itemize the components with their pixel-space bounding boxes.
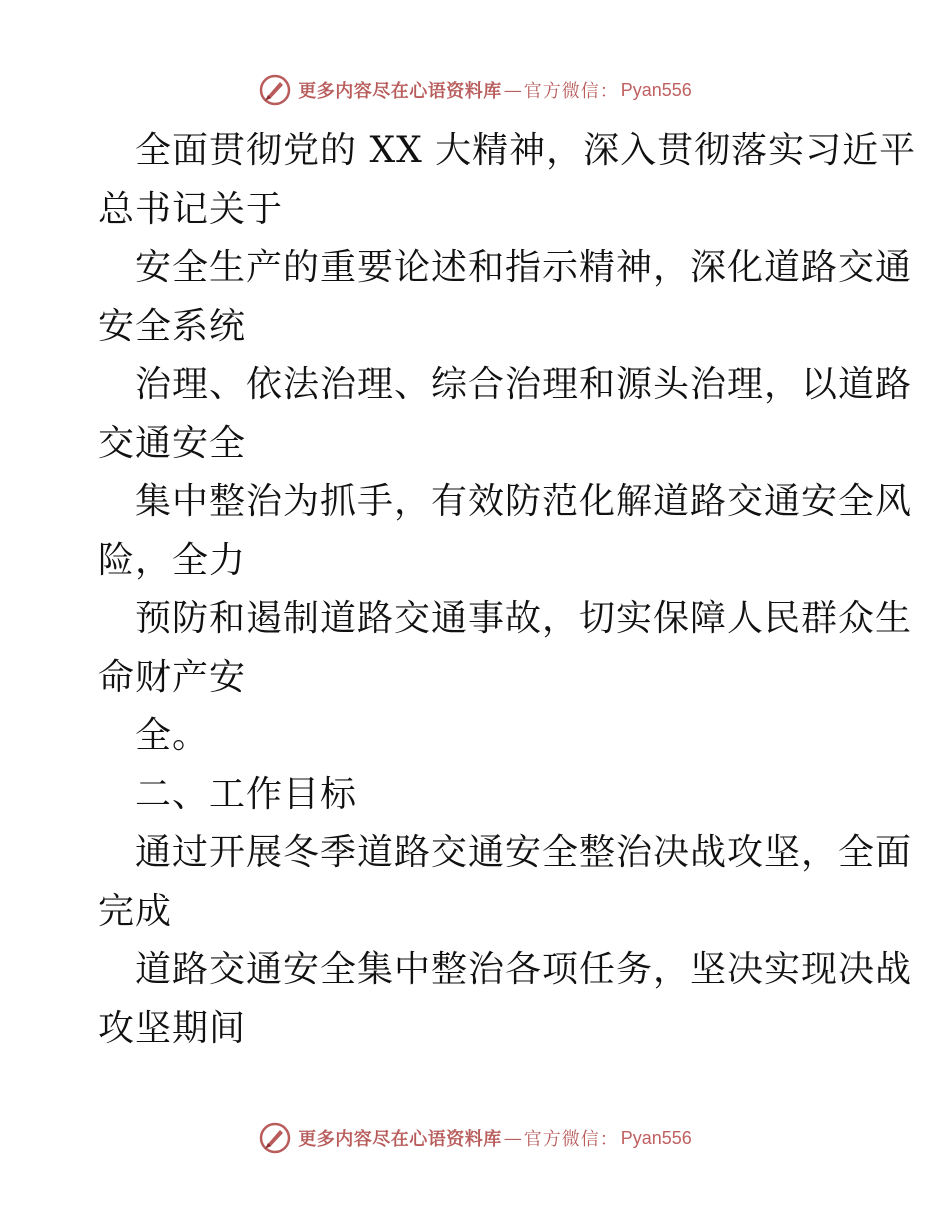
section-heading: 二、工作目标	[135, 773, 358, 815]
text-line: 全面贯彻党的 XX 大精神，深入贯彻落实习近平	[135, 130, 917, 171]
header-wechat-id: Pyan556	[620, 79, 692, 100]
text-line: 集中整治为抓手，有效防范化解道路交通安全风	[135, 481, 913, 522]
header-banner	[0, 70, 950, 110]
header-wechat-label: 官方微信：	[523, 81, 619, 102]
footer-banner-text: 更多内容尽在心语资料库	[298, 1129, 502, 1150]
text-line: 道路交通安全集中整治各项任务，坚决实现决战	[135, 949, 913, 990]
text-line: 交通安全	[98, 422, 247, 464]
footer-banner	[0, 1118, 950, 1158]
text-line: 安全生产的重要论述和指示精神，深化道路交通	[135, 247, 913, 288]
text-line: 预防和遏制道路交通事故，切实保障人民群众生	[135, 598, 913, 639]
logo-icon	[258, 1121, 292, 1155]
text-line: 攻坚期间	[98, 1007, 247, 1049]
text-line: 安全系统	[98, 305, 247, 347]
text-line: 命财产安	[98, 656, 247, 698]
text-line: 险，全力	[98, 539, 247, 581]
text-line: 总书记关于	[98, 188, 284, 230]
logo-icon	[258, 73, 292, 107]
header-banner-dash: —	[503, 79, 522, 101]
footer-wechat-id: Pyan556	[620, 1127, 692, 1148]
text-line: 治理、依法治理、综合治理和源头治理，以道路	[135, 364, 913, 405]
header-banner-text: 更多内容尽在心语资料库	[298, 81, 502, 102]
footer-wechat-label: 官方微信：	[523, 1129, 619, 1150]
text-line: 完成	[98, 890, 173, 932]
text-line: 通过开展冬季道路交通安全整治决战攻坚，全面	[135, 832, 913, 873]
footer-banner-dash: —	[503, 1127, 522, 1149]
text-line: 全。	[135, 715, 210, 756]
document-body	[98, 122, 917, 1058]
